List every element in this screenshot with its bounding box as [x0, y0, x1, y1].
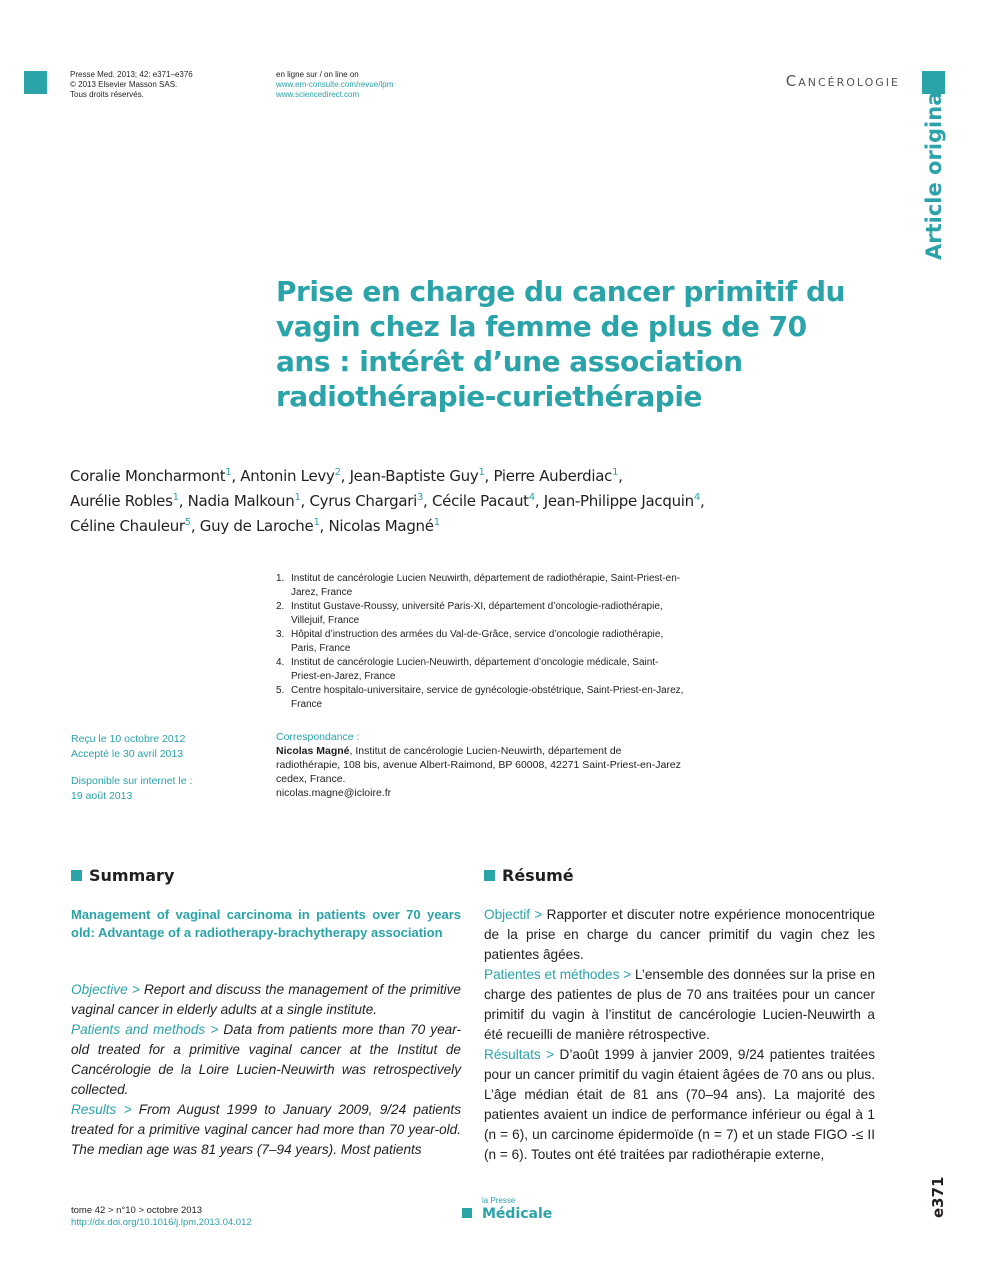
affiliation-text: Hôpital d’instruction des armées du Val-de-Grâce, service d’oncologie radiothérapie, Paris, France [291, 629, 664, 654]
objective-text: Report and discuss the management of the primitive vaginal cancer in elderly adults at a single institute. [71, 982, 461, 1017]
copyright: © 2013 Elsevier Masson SAS. [70, 80, 178, 89]
affiliation-text: Centre hospitalo-universitaire, service de gynécologie-obstétrique, Saint-Priest-en-Jarez, France [291, 685, 684, 710]
author-affiliation-ref: 4 [528, 492, 535, 503]
author-name: Coralie Moncharmont [70, 467, 226, 485]
resume-heading-text: Résumé [502, 866, 574, 885]
author [188, 492, 301, 510]
author-affiliation-ref: 3 [416, 492, 424, 503]
available-label: Disponible sur internet le : [71, 775, 193, 787]
author-affiliation-ref: 4 [693, 492, 700, 503]
author-list: Coralie Moncharmont$^1$, Antonin Levy$^2$, Jean-Baptiste Guy$^1$, Pierre Auberdiac$^1$, Aurélie Robles$^1$, Nadia Malkoun$^1$, Cyrus Chargari$^3$, Cécile Pacaut$^4$, Jean-Philippe Jacquin$^4$, Céline Chauleur$^5$, Guy de Laroche$^1$, Nicolas Magné$^1$ [70, 467, 705, 535]
resume-square-icon [484, 870, 495, 881]
author-affiliation-ref: 1 [433, 517, 440, 528]
summary-heading-text: Summary [89, 866, 175, 885]
objectif-text: Rapporter et discuter notre expérience monocentrique de la prise en charge du cancer primitif du vagin chez les patientes âgées. [484, 907, 875, 962]
journal-citation-block [70, 70, 250, 100]
author [350, 467, 485, 485]
objectif-label: Objectif > [484, 907, 543, 922]
author-affiliation-ref: 1 [172, 492, 179, 503]
online-label: en ligne sur / on line on [276, 70, 359, 79]
affiliation-number: 1. [276, 573, 285, 584]
logo-square-icon [462, 1208, 472, 1218]
author-affiliation-ref: 1 [612, 467, 619, 478]
correspondence-block [276, 730, 686, 800]
affiliation-text: Institut de cancérologie Lucien-Neuwirth, département d’oncologie médicale, Saint-Priest-en-Jarez, France [291, 657, 659, 682]
author [240, 467, 340, 485]
citation: Presse Med. 2013; 42: e371–e376 [70, 70, 193, 79]
correspondence-email[interactable]: nicolas.magne@icloire.fr [276, 787, 392, 799]
page-number: e371 [929, 1176, 947, 1218]
author-name: Guy de Laroche [199, 517, 314, 535]
resume-body [484, 905, 875, 1165]
online-block [276, 70, 496, 100]
author [328, 517, 439, 535]
author-name: Aurélie Robles [70, 492, 173, 510]
author [544, 492, 700, 510]
resultats-label: Résultats > [484, 1047, 555, 1062]
author-name: Pierre Auberdiac [493, 467, 613, 485]
results-text: From August 1999 to January 2009, 9/24 patients treated for a primitive vaginal cancer had more than 70 year-old. The median age was 81 years (7–94 years). Most patients [71, 1102, 462, 1157]
resume-heading [484, 866, 574, 885]
correspondence-name: Nicolas Magné [276, 745, 350, 757]
methodes-label: Patientes et méthodes > [484, 967, 632, 982]
article-type-label: Article original [922, 84, 946, 260]
resultats-text: D’août 1999 à janvier 2009, 9/24 patientes traitées pour un cancer primitif du vagin étaient âgées de 70 ans ou plus. L’âge médian était de 81 ans (70–94 ans). La majorité des patientes avaient un indice de performance inférieur ou égal à 1 (n = 6), un carcinome épidermoïde (n = 7) et un stade FIGO -≤ II (n = 6). Toutes ont été traitées par radiothérapie externe, [484, 1047, 875, 1162]
author [70, 492, 179, 510]
summary-subtitle: Management of vaginal carcinoma in patients over 70 years old: Advantage of a radiotherapy-brachytherapy association [71, 907, 461, 940]
doi-link[interactable]: http://dx.doi.org/10.1016/j.lpm.2013.04.012 [71, 1217, 252, 1228]
author-name: Jean-Philippe Jacquin [543, 492, 694, 510]
footer-issue-block [71, 1205, 252, 1229]
author [309, 492, 423, 510]
affiliation-item [276, 628, 686, 656]
affiliation-item [276, 600, 686, 628]
affiliation-item [276, 572, 686, 600]
affiliation-number: 2. [276, 601, 285, 612]
issue-info: tome 42 > n°10 > octobre 2013 [71, 1205, 203, 1216]
accepted-date: Accepté le 30 avril 2013 [71, 748, 184, 760]
correspondence-text [276, 745, 681, 785]
sciencedirect-link[interactable]: www.sciencedirect.com [276, 90, 360, 99]
methods-label: Patients and methods > [71, 1022, 219, 1037]
author-affiliation-ref: 2 [334, 467, 341, 478]
author-name: Jean-Baptiste Guy [349, 467, 479, 485]
author [70, 467, 231, 485]
author [70, 517, 191, 535]
author-name: Cécile Pacaut [431, 492, 529, 510]
author-name: Antonin Levy [240, 467, 335, 485]
author-affiliation-ref: 5 [184, 517, 191, 528]
results-label: Results > [71, 1102, 132, 1117]
dates-block [71, 732, 241, 804]
summary-heading [71, 866, 174, 885]
author [493, 467, 618, 485]
affiliation-item [276, 656, 686, 684]
rights: Tous droits réservés. [70, 90, 144, 99]
methodes-text: L’ensemble des données sur la prise en charge des patientes de plus de 70 ans traitées pour un cancer primitif du vagin à l’institut de cancérologie Lucien-Neuwirth a été recueilli de manière rétrospective. [484, 967, 876, 1042]
affiliation-number: 4. [276, 657, 285, 668]
affiliation-text: Institut de cancérologie Lucien Neuwirth, département de radiothérapie, Saint-Priest-en-Jarez, France [291, 573, 681, 598]
available-date: 19 août 2013 [71, 790, 133, 802]
author [200, 517, 320, 535]
corner-square-left [24, 71, 47, 94]
logo-big-text: Médicale [482, 1206, 553, 1222]
journal-logo [462, 1196, 552, 1223]
author [432, 492, 535, 510]
affiliation-text: Institut Gustave-Roussy, université Paris-XI, département d’oncologie-radiothérapie, Villejuif, France [291, 601, 663, 626]
author-affiliation-ref: 1 [294, 492, 301, 503]
affiliation-item [276, 684, 686, 712]
summary-square-icon [71, 870, 82, 881]
em-consulte-link[interactable]: www.em-consulte.com/revue/lpm [276, 80, 394, 89]
article-title: Prise en charge du cancer primitif du vagin chez la femme de plus de 70 ans : intérêt d’une association radiothérapie-curiethérapie [276, 275, 845, 413]
author-name: Nicolas Magné [328, 517, 434, 535]
author-name: Cyrus Chargari [309, 492, 417, 510]
affiliation-number: 3. [276, 629, 285, 640]
objective-label: Objective > [71, 982, 140, 997]
section-label: Cancérologie [785, 72, 900, 90]
correspondence-label: Correspondance : [276, 731, 360, 743]
received-date: Reçu le 10 octobre 2012 [71, 733, 186, 745]
author-affiliation-ref: 1 [478, 467, 485, 478]
author-name: Nadia Malkoun [187, 492, 295, 510]
author-name: Céline Chauleur [70, 517, 185, 535]
affiliation-number: 5. [276, 685, 285, 696]
correspondence-address: , Institut de cancérologie Lucien-Neuwirth, département de radiothérapie, 108 bis, avenue Albert-Raimond, BP 60008, 42271 Saint-Priest-en-Jarez cedex, France. [276, 745, 681, 785]
logo-small-text: la Presse [482, 1196, 516, 1205]
methods-text: Data from patients more than 70 year-old treated for a primitive vaginal cancer at the Institut de Cancérologie de la Loire Lucien-Neuwirth was retrospectively collected. [71, 1022, 461, 1097]
author-affiliation-ref: 1 [225, 467, 232, 478]
affiliation-list [276, 572, 686, 712]
author-affiliation-ref: 1 [313, 517, 320, 528]
summary-body [71, 980, 461, 1160]
